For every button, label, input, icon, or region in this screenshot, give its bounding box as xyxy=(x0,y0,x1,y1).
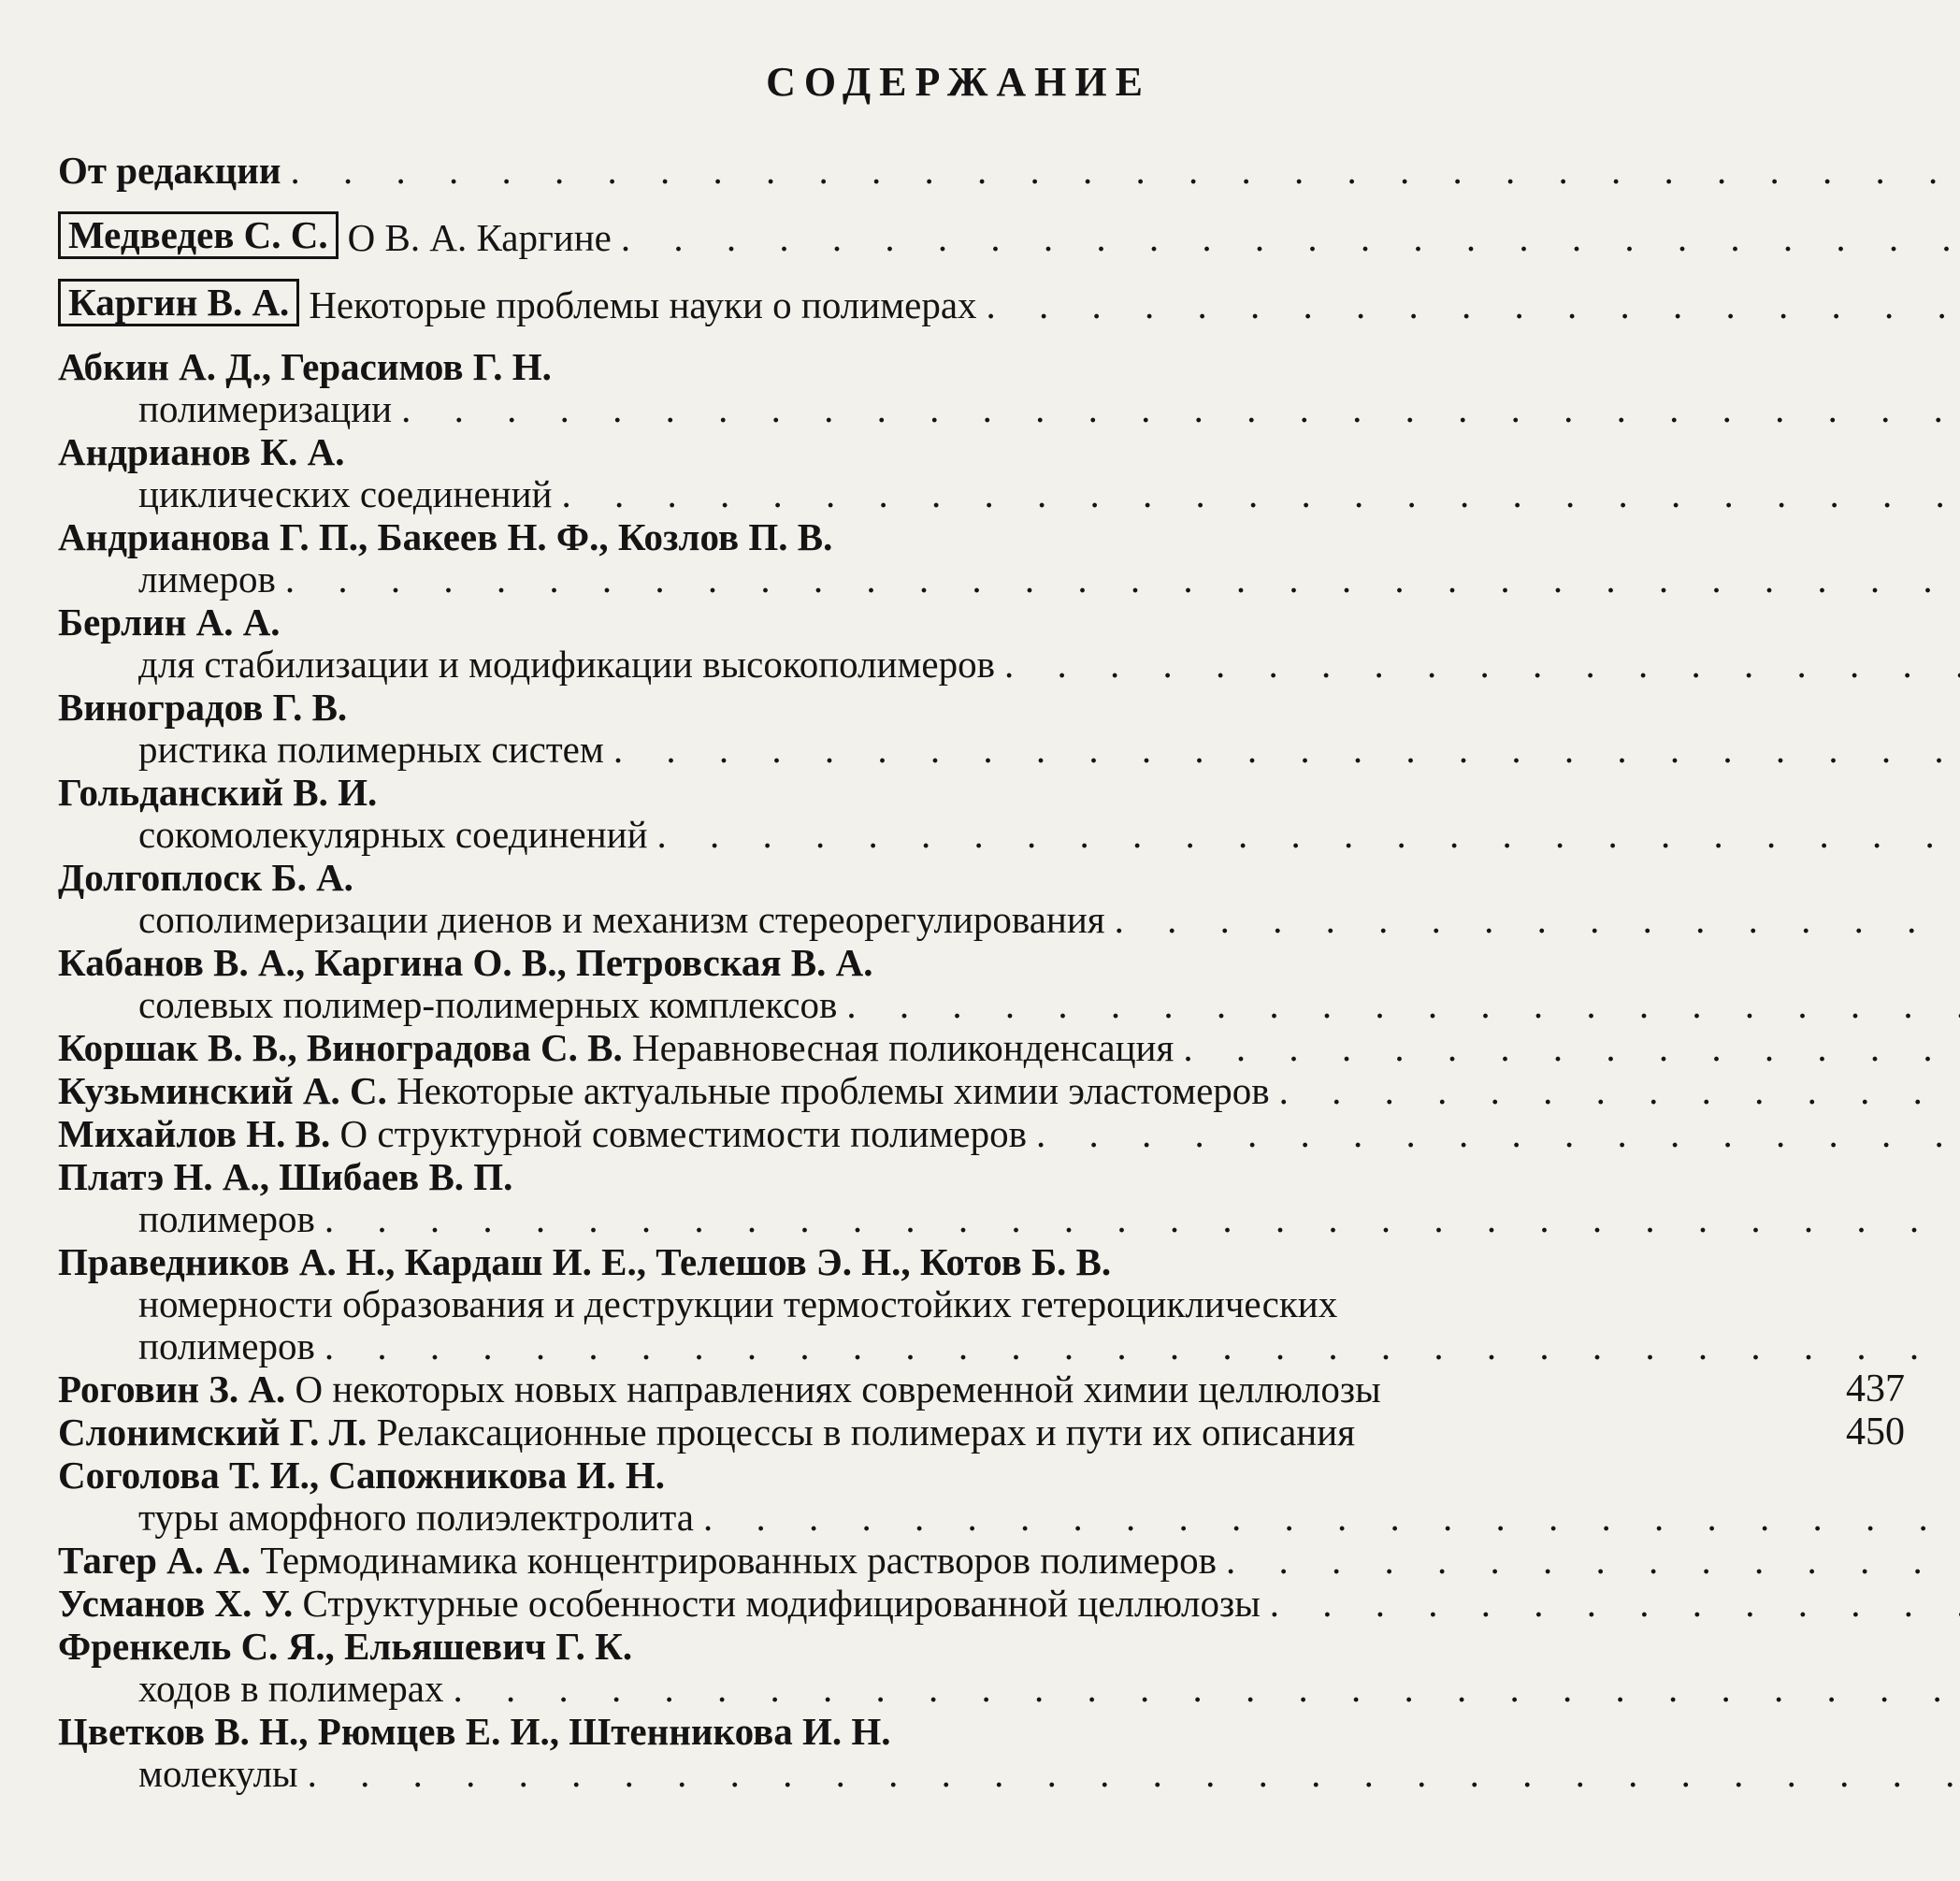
dot-leader xyxy=(657,814,1960,856)
toc-title-segment: туры аморфного полиэлектролита xyxy=(138,1496,694,1539)
toc-title-segment: Структурные особенности модифицированной целлюлозы xyxy=(293,1582,1261,1625)
toc-entry-first-line xyxy=(58,1156,1960,1198)
toc-entry xyxy=(58,1626,1905,1710)
dot-leader xyxy=(308,1753,1960,1795)
toc-entry-first-line xyxy=(58,1411,1781,1454)
toc-title-segment: О В. А. Каргине xyxy=(347,216,612,259)
toc-entry-first-line xyxy=(58,431,1960,473)
toc-entry xyxy=(58,516,1905,600)
toc-entry-text xyxy=(58,1241,1960,1367)
toc-entry-text xyxy=(58,1626,1960,1710)
toc-title-segment: сополимеризации диенов и механизм стереорегулирования xyxy=(138,898,1105,941)
dot-leader xyxy=(987,284,1960,326)
toc-entry-text xyxy=(58,279,1960,326)
toc-title-segment: полимеризации xyxy=(138,387,393,430)
toc-title-continuation xyxy=(58,899,1960,941)
toc-title-continuation xyxy=(58,388,1960,430)
toc-entry xyxy=(58,211,1905,259)
toc-title-segment: циклических соединений xyxy=(138,472,553,515)
dot-leader xyxy=(846,984,1960,1026)
toc-entry-text xyxy=(58,211,1960,259)
toc-author: Кузьминский А. С. xyxy=(58,1069,387,1112)
toc-author: От редакции xyxy=(58,149,281,192)
dot-leader xyxy=(561,473,1960,515)
toc-title-segment: Некоторые проблемы науки о полимерах xyxy=(309,283,977,326)
toc-entry xyxy=(58,279,1905,326)
toc-entry-text xyxy=(58,1368,1819,1411)
toc-title-segment: Некоторые актуальные проблемы химии эластомеров xyxy=(386,1069,1270,1112)
toc-entry xyxy=(58,1368,1905,1411)
toc-entry xyxy=(58,346,1905,430)
toc-title-continuation xyxy=(58,644,1960,686)
toc-title-continuation xyxy=(58,1497,1960,1539)
toc-title-segment: полимеров xyxy=(138,1197,315,1240)
page-number: 450 xyxy=(1846,1411,1905,1454)
toc-author: Гольданский В. И. xyxy=(58,771,378,814)
toc-entry-first-line xyxy=(58,211,1960,259)
dot-leader xyxy=(453,1668,1960,1710)
toc-entry-first-line xyxy=(58,1540,1960,1582)
toc-title-segment: ходов в полимерах xyxy=(138,1667,444,1710)
toc-title-segment: солевых полимер-полимерных комплексов xyxy=(138,983,838,1026)
toc-author: Соголова Т. И., Сапожникова И. Н. xyxy=(58,1454,666,1497)
toc-entry-text xyxy=(58,1711,1960,1795)
toc-entry-text xyxy=(58,857,1960,941)
toc-entry-first-line xyxy=(58,1626,1960,1668)
toc-author: Цветков В. Н., Рюмцев Е. И., Штенникова И. Н. xyxy=(58,1710,891,1753)
toc-title-continuation xyxy=(58,814,1960,856)
toc-entry xyxy=(58,772,1905,856)
toc-author: Усманов Х. У. xyxy=(58,1582,294,1625)
toc-title-segment: ристика полимерных систем xyxy=(138,728,604,771)
toc-entry xyxy=(58,150,1905,192)
toc-title-segment: Неравновесная поликонденсация xyxy=(622,1026,1175,1069)
toc-entry-first-line xyxy=(58,687,1960,729)
toc-title-segment: полимеров xyxy=(138,1324,315,1367)
toc-entry xyxy=(58,1540,1905,1582)
toc-title-continuation xyxy=(58,1198,1960,1240)
toc-entry xyxy=(58,1583,1905,1625)
toc-entry xyxy=(58,1027,1905,1069)
toc-entry xyxy=(58,687,1905,771)
toc-entry-first-line xyxy=(58,1368,1781,1411)
toc-author: Берлин А. А. xyxy=(58,600,281,644)
dot-leader xyxy=(613,729,1960,771)
dot-leader xyxy=(1270,1583,1960,1625)
dot-leader xyxy=(290,150,1960,192)
toc-entry-first-line xyxy=(58,1583,1960,1625)
dot-leader xyxy=(324,1325,1960,1367)
toc-title-continuation xyxy=(58,729,1960,771)
toc-title-continuation xyxy=(58,558,1960,600)
toc-entry-first-line xyxy=(58,1454,1960,1497)
toc-entry-text xyxy=(58,150,1960,192)
toc-entry-first-line xyxy=(58,1241,1960,1283)
toc-entry-first-line xyxy=(58,601,1960,644)
toc-entry-text xyxy=(58,1411,1819,1454)
dot-leader xyxy=(324,1198,1960,1240)
page-number: 437 xyxy=(1846,1367,1905,1411)
toc-entry-first-line xyxy=(58,516,1960,558)
toc-author: Медведев С. С. xyxy=(58,211,339,259)
toc-entry xyxy=(58,857,1905,941)
toc-entry-text xyxy=(58,346,1960,430)
dot-leader xyxy=(1036,1113,1960,1155)
toc-title-segment: номерности образования и деструкции термостойких гетероциклических xyxy=(138,1282,1338,1325)
table-of-contents xyxy=(58,150,1905,1796)
page-title: СОДЕРЖАНИЕ xyxy=(766,59,1151,105)
toc-title-segment: сокомолекулярных соединений xyxy=(138,813,648,856)
toc-entry xyxy=(58,942,1905,1026)
toc-author: Тагер А. А. xyxy=(58,1539,252,1582)
toc-author: Роговин З. А. xyxy=(58,1367,286,1411)
toc-author: Каргин В. А. xyxy=(58,279,299,326)
toc-entry xyxy=(58,1411,1905,1454)
toc-entry-first-line xyxy=(58,1027,1960,1069)
toc-title-segment: Термодинамика концентрированных растворов полимеров xyxy=(251,1539,1217,1582)
toc-entry-text xyxy=(58,772,1960,856)
toc-title-segment: О структурной совместимости полимеров xyxy=(330,1112,1027,1155)
toc-entry-first-line xyxy=(58,346,1960,388)
dot-leader xyxy=(621,217,1960,259)
toc-title-continuation xyxy=(58,473,1960,515)
toc-entry-first-line xyxy=(58,279,1960,326)
toc-title-continuation xyxy=(58,984,1960,1026)
toc-author: Праведников А. Н., Кардаш И. Е., Телешов Э. Н., Котов Б. В. xyxy=(58,1240,1112,1283)
toc-entry-text xyxy=(58,1540,1960,1582)
toc-title-segment: лимеров xyxy=(138,557,276,600)
toc-entry-first-line xyxy=(58,1113,1960,1155)
toc-entry xyxy=(58,1454,1905,1539)
toc-entry-text xyxy=(58,1583,1960,1625)
toc-entry xyxy=(58,1241,1905,1367)
toc-author: Виноградов Г. В. xyxy=(58,686,348,729)
dot-leader xyxy=(1183,1027,1960,1069)
toc-title-continuation xyxy=(58,1325,1960,1367)
toc-author: Кабанов В. А., Каргина О. В., Петровская В. А. xyxy=(58,941,873,984)
toc-entry-text xyxy=(58,516,1960,600)
dot-leader xyxy=(1004,644,1960,686)
dot-leader xyxy=(703,1497,1960,1539)
toc-entry-first-line xyxy=(58,772,1960,814)
toc-author: Платэ Н. А., Шибаев В. П. xyxy=(58,1155,513,1198)
toc-author: Андрианова Г. П., Бакеев Н. Ф., Козлов П. В. xyxy=(58,515,833,558)
toc-entry xyxy=(58,1070,1905,1112)
toc-title-continuation xyxy=(58,1668,1960,1710)
toc-title-segment: молекулы xyxy=(138,1752,298,1795)
toc-entry xyxy=(58,1711,1905,1795)
toc-title-segment: О некоторых новых направлениях современной химии целлюлозы xyxy=(285,1367,1381,1411)
toc-title-continuation xyxy=(58,1753,1960,1795)
toc-author: Абкин А. Д., Герасимов Г. Н. xyxy=(58,345,552,388)
toc-entry-text xyxy=(58,1027,1960,1069)
toc-entry-first-line xyxy=(58,1070,1960,1112)
toc-entry-text xyxy=(58,431,1960,515)
toc-entry-first-line xyxy=(58,1711,1960,1753)
toc-entry-first-line xyxy=(58,857,1960,899)
toc-author: Френкель С. Я., Ельяшевич Г. К. xyxy=(58,1625,633,1668)
toc-entry-text xyxy=(58,1454,1960,1539)
toc-author: Андрианов К. А. xyxy=(58,430,345,473)
dot-leader xyxy=(1279,1070,1960,1112)
toc-entry-text xyxy=(58,601,1960,686)
dot-leader xyxy=(401,388,1960,430)
toc-entry-text xyxy=(58,1070,1960,1112)
toc-entry-text xyxy=(58,687,1960,771)
toc-title-segment: для стабилизации и модификации высокополимеров xyxy=(138,643,995,686)
toc-entry-text xyxy=(58,1113,1960,1155)
toc-title-continuation xyxy=(58,1283,1960,1325)
dot-leader xyxy=(285,558,1960,600)
toc-entry-text xyxy=(58,1156,1960,1240)
toc-entry-first-line xyxy=(58,150,1960,192)
toc-author: Слонимский Г. Л. xyxy=(58,1411,368,1454)
toc-author: Долгоплоск Б. А. xyxy=(58,856,353,899)
toc-entry xyxy=(58,1156,1905,1240)
toc-entry-first-line xyxy=(58,942,1960,984)
dot-leader xyxy=(1115,899,1960,941)
toc-entry-text xyxy=(58,942,1960,1026)
toc-title-segment: Релаксационные процессы в полимерах и пути их описания xyxy=(367,1411,1356,1454)
dot-leader xyxy=(1226,1540,1960,1582)
toc-author: Михайлов Н. В. xyxy=(58,1112,331,1155)
toc-entry xyxy=(58,1113,1905,1155)
toc-entry xyxy=(58,431,1905,515)
toc-entry xyxy=(58,601,1905,686)
toc-author: Коршак В. В., Виноградова С. В. xyxy=(58,1026,623,1069)
